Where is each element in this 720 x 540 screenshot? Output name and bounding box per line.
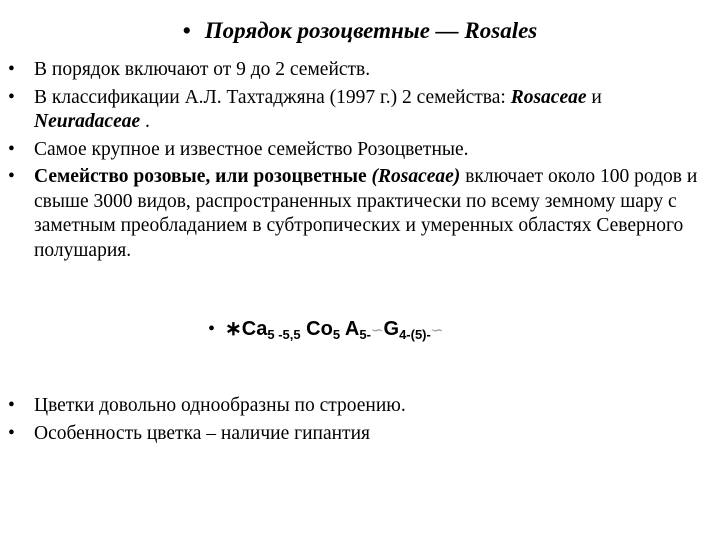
bullet-text: Neuradaceae (34, 111, 141, 132)
flower-formula (208, 316, 568, 356)
infinity-symbol-2: ∽ (430, 321, 444, 339)
formula-calyx-count: 5 -5,5 (267, 327, 301, 342)
formula-actinomorphic-symbol: ∗ (225, 318, 242, 340)
bullet-text: включает около 100 родов и свыше 3000 видов, распространенных практически по всему земному шару с заметным преобладанием в субтропических и умеренных областях Северного полушария. (34, 166, 698, 261)
bullet-text: Самое крупное и известное семейство Розоцветные. (34, 138, 469, 160)
bullet-item (6, 86, 706, 135)
bullet-text: Rosaceae (510, 86, 587, 108)
slide-title (0, 18, 720, 44)
bullet-text: . (140, 111, 150, 132)
title-bullet: • (182, 18, 191, 43)
formula-gynoecium: G (383, 318, 400, 340)
bullet-dot: • (8, 166, 15, 187)
bullet-list-bottom (6, 394, 706, 449)
bullet-text: и (586, 86, 602, 108)
bullet-text: Особенность цветка – наличие гипантия (34, 422, 370, 444)
infinity-symbol-1: ∽ (370, 321, 384, 339)
bullet-item (6, 394, 706, 419)
bullet-item (6, 138, 706, 163)
bullet-dot: • (8, 86, 15, 108)
title-text: Порядок розоцветные — Rosales (204, 18, 538, 43)
formula-corolla: Co (306, 318, 333, 340)
bullet-list-top (6, 58, 706, 266)
bullet-item (6, 422, 706, 447)
bullet-item (6, 165, 706, 263)
bullet-text: (Rosaceae) (371, 166, 461, 187)
bullet-text: В классификации А.Л. Тахтаджяна (1997 г.) 2 семейства: (34, 86, 511, 108)
formula-corolla-count: 5 (332, 327, 341, 342)
formula-gynoecium-count: 4-(5)- (399, 327, 431, 342)
bullet-dot: • (8, 59, 15, 80)
bullet-dot: • (8, 395, 15, 416)
bullet-text: В порядок включают от 9 до 2 семейств. (34, 59, 371, 80)
formula-bullet: • (208, 318, 216, 340)
bullet-text: Цветки довольно однообразны по строению. (34, 395, 406, 416)
bullet-dot: • (8, 422, 15, 444)
formula-androecium: A (344, 318, 360, 340)
bullet-dot: • (8, 138, 15, 160)
formula-calyx: Ca (241, 318, 268, 340)
bullet-text: Семейство розовые, или розоцветные (34, 166, 372, 187)
formula-androecium-count: 5- (359, 327, 371, 342)
bullet-item (6, 58, 706, 83)
